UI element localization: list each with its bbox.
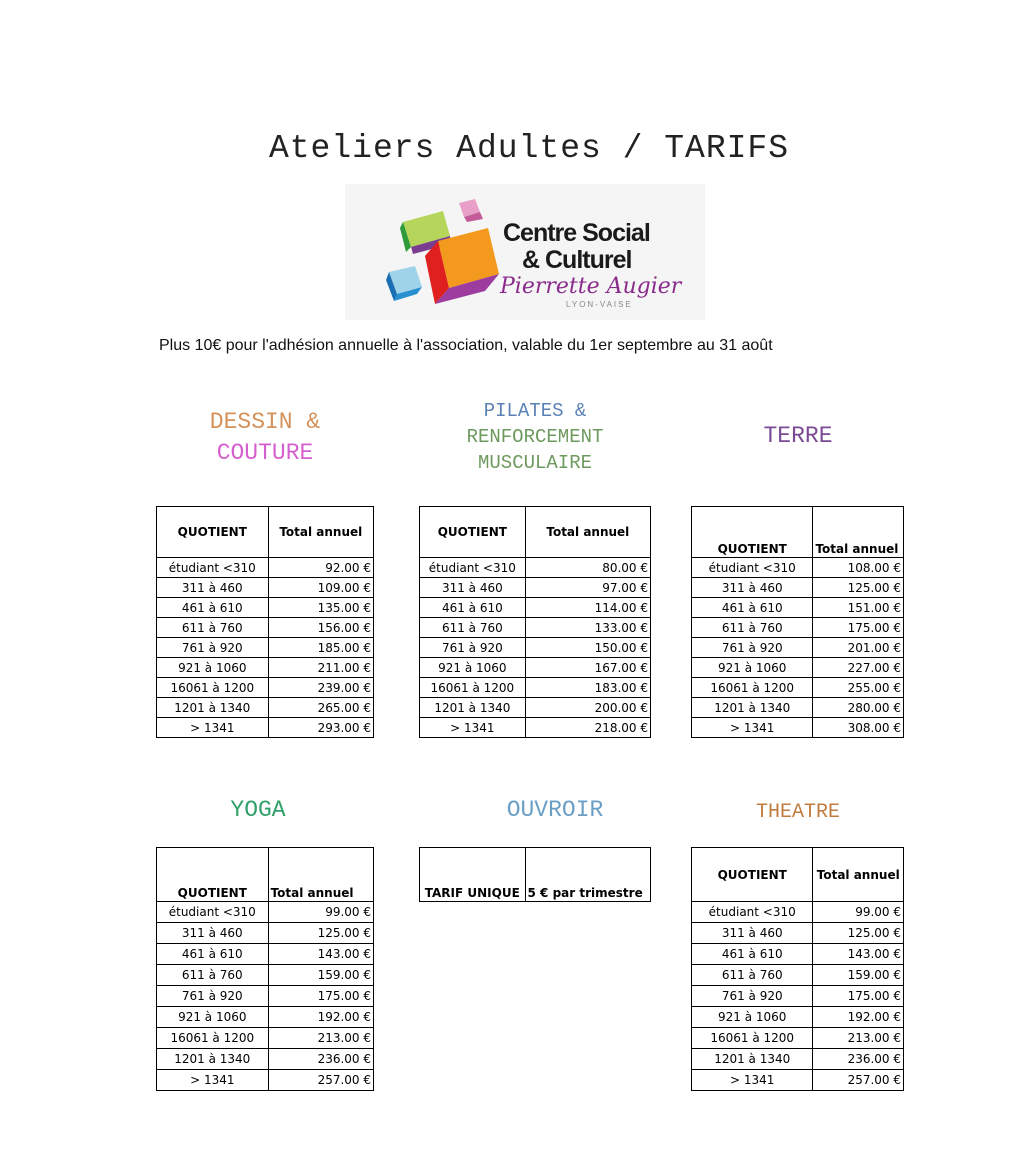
table-row xyxy=(157,902,374,923)
table-row xyxy=(420,698,651,718)
heading-theatre: THEATRE xyxy=(755,801,840,824)
col-header-quotient: QUOTIENT xyxy=(692,507,813,558)
table-theatre xyxy=(691,847,904,1091)
quotient-cell: 611 à 760 xyxy=(157,618,269,638)
quotient-cell: 611 à 760 xyxy=(157,965,269,986)
heading-dessin: DESSIN & xyxy=(209,409,321,435)
heading-yoga: YOGA xyxy=(230,797,286,823)
quotient-cell: 16061 à 1200 xyxy=(692,1028,813,1049)
table-row xyxy=(420,718,651,738)
table-row xyxy=(692,1070,904,1091)
price-cell: 192.00 € xyxy=(268,1007,373,1028)
col-header-total: Total annuel xyxy=(813,848,904,902)
table-row xyxy=(692,986,904,1007)
table-row xyxy=(420,618,651,638)
table-row xyxy=(420,598,651,618)
price-cell: 293.00 € xyxy=(268,718,373,738)
table-ouvroir xyxy=(419,847,651,902)
col-header-quotient: QUOTIENT xyxy=(692,848,813,902)
price-cell: 213.00 € xyxy=(813,1028,904,1049)
price-cell: 133.00 € xyxy=(525,618,650,638)
quotient-cell: 921 à 1060 xyxy=(692,658,813,678)
table-terre xyxy=(691,506,904,738)
table-row xyxy=(692,965,904,986)
quotient-cell: 611 à 760 xyxy=(420,618,526,638)
col-header-quotient: QUOTIENT xyxy=(157,507,269,558)
table-row xyxy=(692,558,904,578)
quotient-cell: > 1341 xyxy=(420,718,526,738)
page-title: Ateliers Adultes / TARIFS xyxy=(268,130,790,167)
logo-line-1: Centre Social xyxy=(503,219,650,247)
price-cell: 175.00 € xyxy=(813,618,904,638)
price-cell: 255.00 € xyxy=(813,678,904,698)
quotient-cell: > 1341 xyxy=(157,718,269,738)
quotient-cell: 461 à 610 xyxy=(692,944,813,965)
price-cell: 183.00 € xyxy=(525,678,650,698)
price-cell: 143.00 € xyxy=(268,944,373,965)
table-yoga xyxy=(156,847,374,1091)
table-row xyxy=(692,678,904,698)
quotient-cell: 1201 à 1340 xyxy=(157,698,269,718)
price-cell: 97.00 € xyxy=(525,578,650,598)
heading-dessin-couture xyxy=(160,407,370,469)
heading-terre: TERRE xyxy=(763,423,833,449)
quotient-cell: 16061 à 1200 xyxy=(692,678,813,698)
table-row xyxy=(157,658,374,678)
price-cell: 236.00 € xyxy=(268,1049,373,1070)
table-row xyxy=(692,718,904,738)
price-cell: 125.00 € xyxy=(813,578,904,598)
quotient-cell: 1201 à 1340 xyxy=(692,698,813,718)
heading-couture: COUTURE xyxy=(216,440,314,466)
table-row xyxy=(692,902,904,923)
table-row xyxy=(692,658,904,678)
table-row xyxy=(692,923,904,944)
price-cell: 114.00 € xyxy=(525,598,650,618)
col-header-quotient: QUOTIENT xyxy=(420,507,526,558)
quotient-cell: 16061 à 1200 xyxy=(157,1028,269,1049)
table-row xyxy=(157,558,374,578)
table-row xyxy=(157,618,374,638)
quotient-cell: 761 à 920 xyxy=(420,638,526,658)
quotient-cell: 461 à 610 xyxy=(157,598,269,618)
membership-note: Plus 10€ pour l'adhésion annuelle à l'association, valable du 1er septembre au 31 août xyxy=(159,337,773,354)
price-cell: 109.00 € xyxy=(268,578,373,598)
table-row xyxy=(692,598,904,618)
price-cell: 143.00 € xyxy=(813,944,904,965)
heading-pilates-line3: MUSCULAIRE xyxy=(477,452,593,474)
col-header-total: Total annuel xyxy=(268,848,373,902)
quotient-cell: 1201 à 1340 xyxy=(692,1049,813,1070)
quotient-cell: étudiant <310 xyxy=(157,902,269,923)
price-cell: 99.00 € xyxy=(268,902,373,923)
quotient-cell: 921 à 1060 xyxy=(157,1007,269,1028)
quotient-cell: 461 à 610 xyxy=(692,598,813,618)
price-cell: 257.00 € xyxy=(268,1070,373,1091)
price-cell: 175.00 € xyxy=(268,986,373,1007)
ouvroir-price: 5 € par trimestre xyxy=(525,848,650,902)
quotient-cell: 311 à 460 xyxy=(157,578,269,598)
price-cell: 201.00 € xyxy=(813,638,904,658)
quotient-cell: 311 à 460 xyxy=(420,578,526,598)
quotient-cell: 16061 à 1200 xyxy=(157,678,269,698)
table-row xyxy=(157,718,374,738)
col-header-total: Total annuel xyxy=(813,507,904,558)
quotient-cell: étudiant <310 xyxy=(692,558,813,578)
price-cell: 167.00 € xyxy=(525,658,650,678)
price-cell: 108.00 € xyxy=(813,558,904,578)
table-row xyxy=(420,578,651,598)
table-row xyxy=(157,698,374,718)
price-cell: 135.00 € xyxy=(268,598,373,618)
table-row xyxy=(157,638,374,658)
quotient-cell: 761 à 920 xyxy=(157,638,269,658)
price-cell: 125.00 € xyxy=(268,923,373,944)
quotient-cell: 921 à 1060 xyxy=(692,1007,813,1028)
table-row xyxy=(420,558,651,578)
price-cell: 192.00 € xyxy=(813,1007,904,1028)
price-cell: 159.00 € xyxy=(268,965,373,986)
table-row xyxy=(420,658,651,678)
price-cell: 80.00 € xyxy=(525,558,650,578)
table-row xyxy=(692,618,904,638)
col-header-total: Total annuel xyxy=(525,507,650,558)
table-row xyxy=(157,944,374,965)
table-row xyxy=(157,923,374,944)
price-cell: 211.00 € xyxy=(268,658,373,678)
quotient-cell: 921 à 1060 xyxy=(157,658,269,678)
logo-line-2: & Culturel xyxy=(522,246,632,274)
table-row xyxy=(157,1028,374,1049)
logo-line-4: LYON-VAISE xyxy=(566,300,633,309)
quotient-cell: 761 à 920 xyxy=(692,638,813,658)
table-dessin-couture xyxy=(156,506,374,738)
ouvroir-label: TARIF UNIQUE xyxy=(420,848,526,902)
price-cell: 218.00 € xyxy=(525,718,650,738)
price-cell: 200.00 € xyxy=(525,698,650,718)
heading-pilates xyxy=(415,398,655,476)
price-cell: 236.00 € xyxy=(813,1049,904,1070)
price-cell: 150.00 € xyxy=(525,638,650,658)
quotient-cell: 921 à 1060 xyxy=(420,658,526,678)
heading-ouvroir: OUVROIR xyxy=(506,797,604,823)
quotient-cell: étudiant <310 xyxy=(420,558,526,578)
quotient-cell: étudiant <310 xyxy=(157,558,269,578)
quotient-cell: 461 à 610 xyxy=(157,944,269,965)
price-cell: 175.00 € xyxy=(813,986,904,1007)
quotient-cell: 1201 à 1340 xyxy=(420,698,526,718)
quotient-cell: étudiant <310 xyxy=(692,902,813,923)
table-row xyxy=(692,638,904,658)
quotient-cell: 16061 à 1200 xyxy=(420,678,526,698)
quotient-cell: 1201 à 1340 xyxy=(157,1049,269,1070)
table-row xyxy=(157,986,374,1007)
price-cell: 227.00 € xyxy=(813,658,904,678)
table-row xyxy=(157,1049,374,1070)
col-header-total: Total annuel xyxy=(268,507,373,558)
price-cell: 280.00 € xyxy=(813,698,904,718)
price-cell: 125.00 € xyxy=(813,923,904,944)
price-cell: 92.00 € xyxy=(268,558,373,578)
table-row xyxy=(420,638,651,658)
price-cell: 257.00 € xyxy=(813,1070,904,1091)
table-row xyxy=(692,1028,904,1049)
price-cell: 239.00 € xyxy=(268,678,373,698)
quotient-cell: 311 à 460 xyxy=(692,923,813,944)
table-row xyxy=(692,1049,904,1070)
quotient-cell: > 1341 xyxy=(157,1070,269,1091)
table-row xyxy=(157,1007,374,1028)
quotient-cell: 761 à 920 xyxy=(157,986,269,1007)
table-row xyxy=(157,578,374,598)
price-cell: 213.00 € xyxy=(268,1028,373,1049)
quotient-cell: 611 à 760 xyxy=(692,618,813,638)
quotient-cell: 311 à 460 xyxy=(692,578,813,598)
table-row xyxy=(420,678,651,698)
table-row xyxy=(692,1007,904,1028)
quotient-cell: 611 à 760 xyxy=(692,965,813,986)
quotient-cell: > 1341 xyxy=(692,1070,813,1091)
col-header-quotient: QUOTIENT xyxy=(157,848,269,902)
quotient-cell: 461 à 610 xyxy=(420,598,526,618)
quotient-cell: 761 à 920 xyxy=(692,986,813,1007)
heading-pilates-line2: RENFORCEMENT xyxy=(466,426,604,448)
table-pilates xyxy=(419,506,651,738)
table-row xyxy=(692,698,904,718)
table-row xyxy=(692,578,904,598)
table-row xyxy=(157,965,374,986)
table-row xyxy=(692,944,904,965)
price-cell: 151.00 € xyxy=(813,598,904,618)
table-row xyxy=(157,1070,374,1091)
logo-line-3: Pierrette Augier xyxy=(500,274,682,299)
quotient-cell: 311 à 460 xyxy=(157,923,269,944)
price-cell: 156.00 € xyxy=(268,618,373,638)
price-cell: 265.00 € xyxy=(268,698,373,718)
quotient-cell: > 1341 xyxy=(692,718,813,738)
table-row xyxy=(157,598,374,618)
table-row xyxy=(157,678,374,698)
heading-pilates-line1: PILATES & xyxy=(483,400,587,422)
price-cell: 99.00 € xyxy=(813,902,904,923)
price-cell: 308.00 € xyxy=(813,718,904,738)
price-cell: 159.00 € xyxy=(813,965,904,986)
price-cell: 185.00 € xyxy=(268,638,373,658)
